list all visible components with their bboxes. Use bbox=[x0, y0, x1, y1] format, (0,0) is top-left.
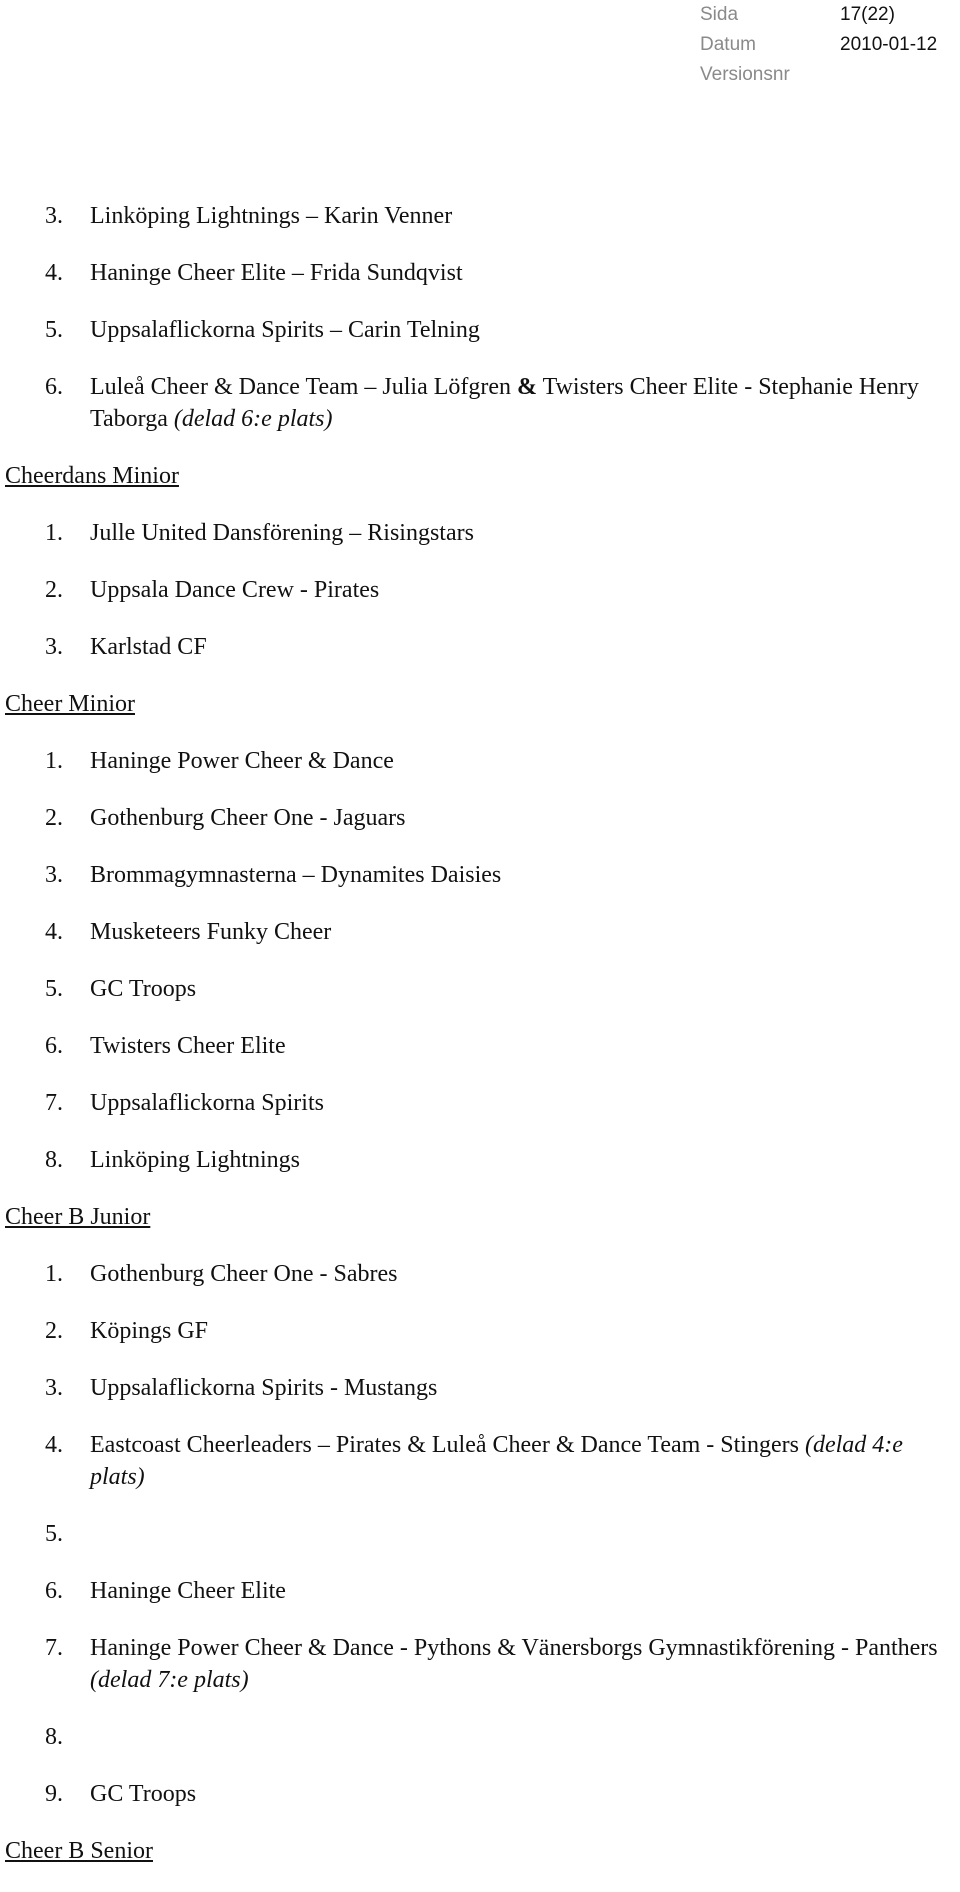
list-number: 2. bbox=[45, 1318, 63, 1344]
list-text: Gothenburg Cheer One - Sabres bbox=[90, 1261, 398, 1287]
list-item bbox=[5, 745, 955, 777]
list-text: GC Troops bbox=[90, 976, 197, 1002]
list-number: 8. bbox=[45, 1724, 63, 1750]
shared-place-note: (delad 6:e plats) bbox=[173, 406, 333, 432]
section-heading-cheer-b-senior: Cheer B Senior bbox=[5, 1838, 153, 1864]
document-body bbox=[5, 200, 955, 1892]
list-number: 5. bbox=[45, 1521, 63, 1547]
list-item bbox=[5, 1778, 955, 1810]
page-header bbox=[700, 0, 960, 90]
list-text: Twisters Cheer Elite bbox=[90, 1033, 286, 1059]
list-number: 1. bbox=[45, 520, 63, 546]
date-label: Datum bbox=[700, 34, 756, 55]
section-heading-cheer-minior: Cheer Minior bbox=[5, 691, 135, 717]
shared-place-note: (delad 7:e plats) bbox=[90, 1667, 249, 1693]
header-date-row bbox=[700, 30, 960, 60]
list-number: 3. bbox=[45, 1375, 63, 1401]
list-text: Gothenburg Cheer One - Jaguars bbox=[90, 805, 406, 831]
list-item bbox=[5, 371, 955, 435]
list-number: 2. bbox=[45, 805, 63, 831]
list-number: 2. bbox=[45, 577, 63, 603]
list-number: 9. bbox=[45, 1781, 63, 1807]
list-text: Uppsalaflickorna Spirits – Carin Telning bbox=[90, 317, 480, 343]
list-number: 4. bbox=[45, 260, 63, 286]
section-heading-cheerdans-minior: Cheerdans Minior bbox=[5, 463, 179, 489]
list-number: 6. bbox=[45, 1578, 63, 1604]
list-text: Brommagymnasterna – Dynamites Daisies bbox=[90, 862, 502, 888]
list-number: 4. bbox=[45, 1432, 63, 1458]
list-text: Karlstad CF bbox=[90, 634, 207, 660]
list-number: 6. bbox=[45, 1033, 63, 1059]
page-value: 17(22) bbox=[840, 4, 895, 25]
list-item bbox=[5, 1144, 955, 1176]
list-text: GC Troops bbox=[90, 1781, 197, 1807]
list-item bbox=[5, 1632, 955, 1696]
list-text-empty bbox=[90, 1721, 955, 1753]
header-version-row bbox=[700, 60, 960, 90]
list-text: Haninge Cheer Elite – Frida Sundqvist bbox=[90, 260, 463, 286]
list-item bbox=[5, 257, 955, 289]
list-number: 8. bbox=[45, 1147, 63, 1173]
list-text: Haninge Cheer Elite bbox=[90, 1578, 286, 1604]
list-number: 5. bbox=[45, 317, 63, 343]
list-item bbox=[5, 1315, 955, 1347]
list-item bbox=[5, 859, 955, 891]
list-number: 7. bbox=[45, 1090, 63, 1116]
header-page-row bbox=[700, 0, 960, 30]
list-item bbox=[5, 1030, 955, 1062]
list-text-part: Haninge Power Cheer & Dance - Pythons & Vänersborgs Gymnastikförening - Panthers bbox=[90, 1635, 938, 1661]
list-text: Uppsalaflickorna Spirits bbox=[90, 1090, 324, 1116]
list-text: Julle United Dansförening – Risingstars bbox=[90, 520, 474, 546]
list-item bbox=[5, 1258, 955, 1290]
list-number: 1. bbox=[45, 748, 63, 774]
list-text: Linköping Lightnings – Karin Venner bbox=[90, 203, 453, 229]
list-number: 4. bbox=[45, 919, 63, 945]
list-item bbox=[5, 916, 955, 948]
list-number: 5. bbox=[45, 976, 63, 1002]
list-item bbox=[5, 1429, 955, 1493]
list-item bbox=[5, 574, 955, 606]
list-number: 3. bbox=[45, 203, 63, 229]
list-item bbox=[5, 631, 955, 663]
list-item bbox=[5, 802, 955, 834]
page-label: Sida bbox=[700, 4, 739, 25]
list-text-part: Eastcoast Cheerleaders – Pirates & Luleå Cheer & Dance Team - Stingers bbox=[90, 1432, 805, 1458]
list-text: Uppsala Dance Crew - Pirates bbox=[90, 577, 380, 603]
list-item bbox=[5, 1087, 955, 1119]
list-number: 3. bbox=[45, 634, 63, 660]
list-text: Haninge Power Cheer & Dance bbox=[90, 748, 394, 774]
list-text bbox=[90, 1632, 955, 1696]
section-heading-cheer-b-junior: Cheer B Junior bbox=[5, 1204, 151, 1230]
list-item bbox=[5, 517, 955, 549]
list-text-empty bbox=[90, 1518, 955, 1550]
list-number: 3. bbox=[45, 862, 63, 888]
list-text: Musketeers Funky Cheer bbox=[90, 919, 332, 945]
list-item bbox=[5, 314, 955, 346]
list-text bbox=[90, 371, 955, 435]
date-value: 2010-01-12 bbox=[840, 34, 938, 55]
list-text-part: Luleå Cheer & Dance Team – Julia Löfgren bbox=[90, 374, 518, 400]
list-text bbox=[90, 1429, 955, 1493]
list-item bbox=[5, 973, 955, 1005]
version-label: Versionsnr bbox=[700, 64, 790, 85]
list-text: Linköping Lightnings bbox=[90, 1147, 300, 1173]
list-number: 6. bbox=[45, 374, 63, 400]
list-item bbox=[5, 1372, 955, 1404]
list-item bbox=[5, 1721, 955, 1753]
shared-place-note: (delad 4:e plats) bbox=[90, 1432, 903, 1490]
list-number: 1. bbox=[45, 1261, 63, 1287]
list-item bbox=[5, 1575, 955, 1607]
list-text: Uppsalaflickorna Spirits - Mustangs bbox=[90, 1375, 438, 1401]
ampersand: & bbox=[517, 374, 538, 400]
list-item bbox=[5, 1518, 955, 1550]
list-text-part: Twisters Cheer Elite - Stephanie Henry Taborga bbox=[90, 374, 919, 432]
list-item bbox=[5, 200, 955, 232]
list-number: 7. bbox=[45, 1635, 63, 1661]
list-text: Köpings GF bbox=[90, 1318, 209, 1344]
